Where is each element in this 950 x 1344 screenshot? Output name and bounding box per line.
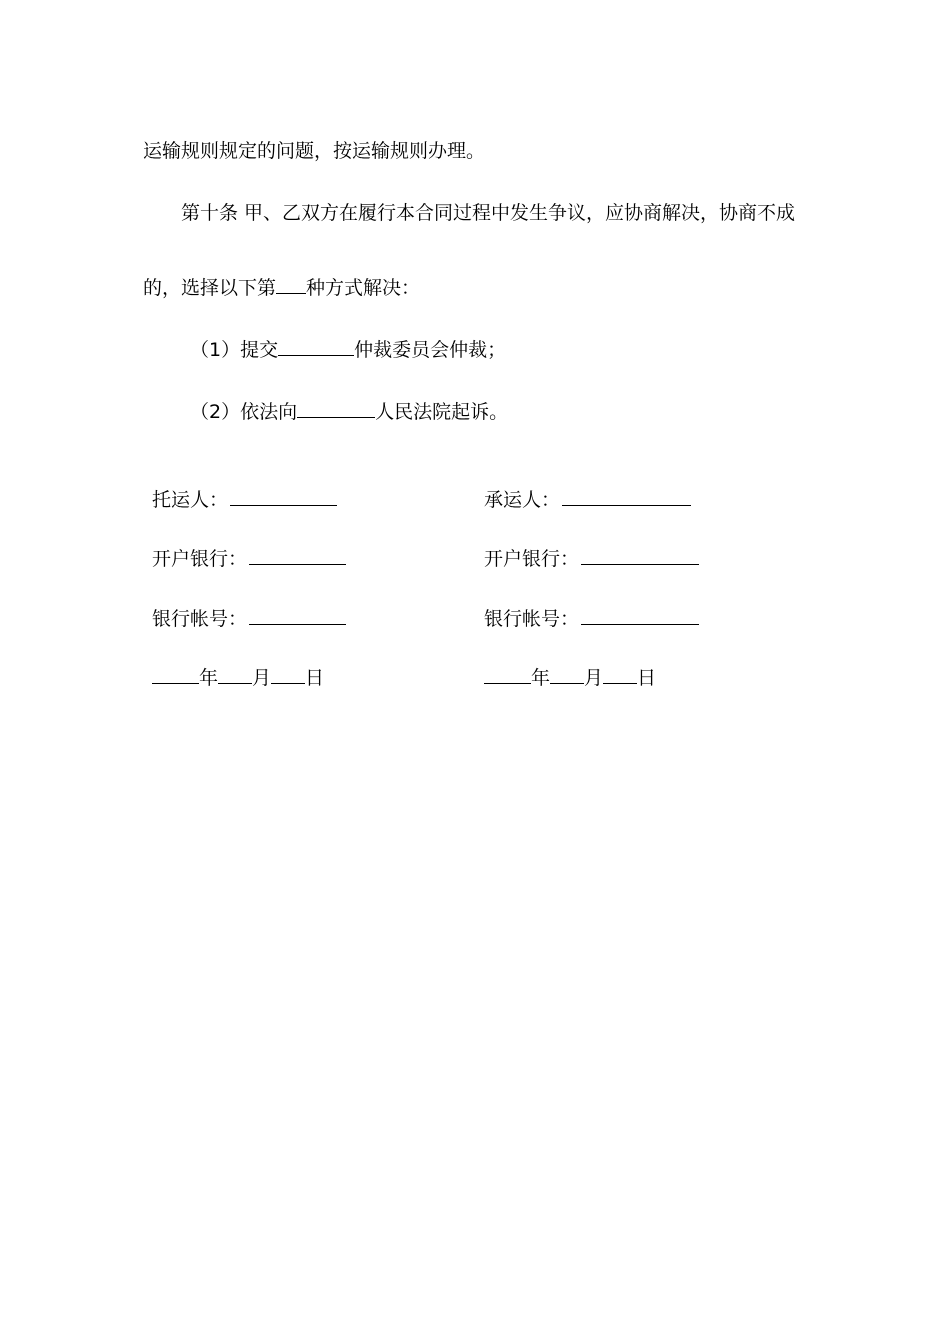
court-blank[interactable] (297, 400, 375, 418)
carrier-bank-blank[interactable] (581, 547, 699, 565)
shipper-name-field (152, 488, 337, 512)
dispute-method-text-start: 的，选择以下第 (143, 277, 277, 299)
shipper-account-blank[interactable] (249, 607, 346, 625)
carrier-date-field (484, 666, 656, 690)
option-text-end: 仲裁委员会仲裁； (354, 339, 507, 361)
option-court (190, 400, 508, 424)
option-text-start: 提交 (240, 339, 279, 361)
shipper-day-blank[interactable] (271, 666, 305, 684)
carrier-account-field (484, 607, 699, 631)
article-ten-text: 第十条 甲、乙双方在履行本合同过程中发生争议，应协商解决，协商不成 (181, 202, 796, 224)
month-label: 月 (584, 667, 604, 689)
paragraph-transport-rules (143, 139, 485, 163)
year-label: 年 (199, 667, 219, 689)
shipper-year-blank[interactable] (152, 666, 199, 684)
carrier-month-blank[interactable] (550, 666, 584, 684)
arbitration-commission-blank[interactable] (278, 338, 354, 356)
paragraph-text: 运输规则规定的问题，按运输规则办理。 (143, 140, 486, 162)
article-ten-paragraph (181, 201, 795, 225)
shipper-date-field (152, 666, 324, 690)
carrier-name-blank[interactable] (562, 488, 691, 506)
year-label: 年 (531, 667, 551, 689)
shipper-month-blank[interactable] (218, 666, 252, 684)
carrier-account-blank[interactable] (581, 607, 699, 625)
carrier-year-blank[interactable] (484, 666, 531, 684)
option-arbitration (190, 338, 506, 362)
carrier-name-field (484, 488, 691, 512)
month-label: 月 (252, 667, 272, 689)
day-label: 日 (305, 667, 325, 689)
shipper-bank-label: 开户银行： (152, 548, 248, 570)
carrier-bank-field (484, 547, 699, 571)
option-text-end: 人民法院起诉。 (375, 401, 509, 423)
shipper-bank-field (152, 547, 346, 571)
shipper-label: 托运人： (152, 489, 229, 511)
dispute-method-line (143, 276, 420, 300)
carrier-label: 承运人： (484, 489, 561, 511)
option-number: （2） (190, 401, 241, 423)
method-number-blank[interactable] (276, 276, 306, 294)
carrier-account-label: 银行帐号： (484, 608, 580, 630)
carrier-bank-label: 开户银行： (484, 548, 580, 570)
shipper-account-label: 银行帐号： (152, 608, 248, 630)
dispute-method-text-end: 种方式解决： (306, 277, 421, 299)
shipper-bank-blank[interactable] (249, 547, 346, 565)
shipper-account-field (152, 607, 346, 631)
option-number: （1） (190, 339, 241, 361)
day-label: 日 (637, 667, 657, 689)
carrier-day-blank[interactable] (603, 666, 637, 684)
option-text-start: 依法向 (240, 401, 298, 423)
shipper-name-blank[interactable] (230, 488, 337, 506)
